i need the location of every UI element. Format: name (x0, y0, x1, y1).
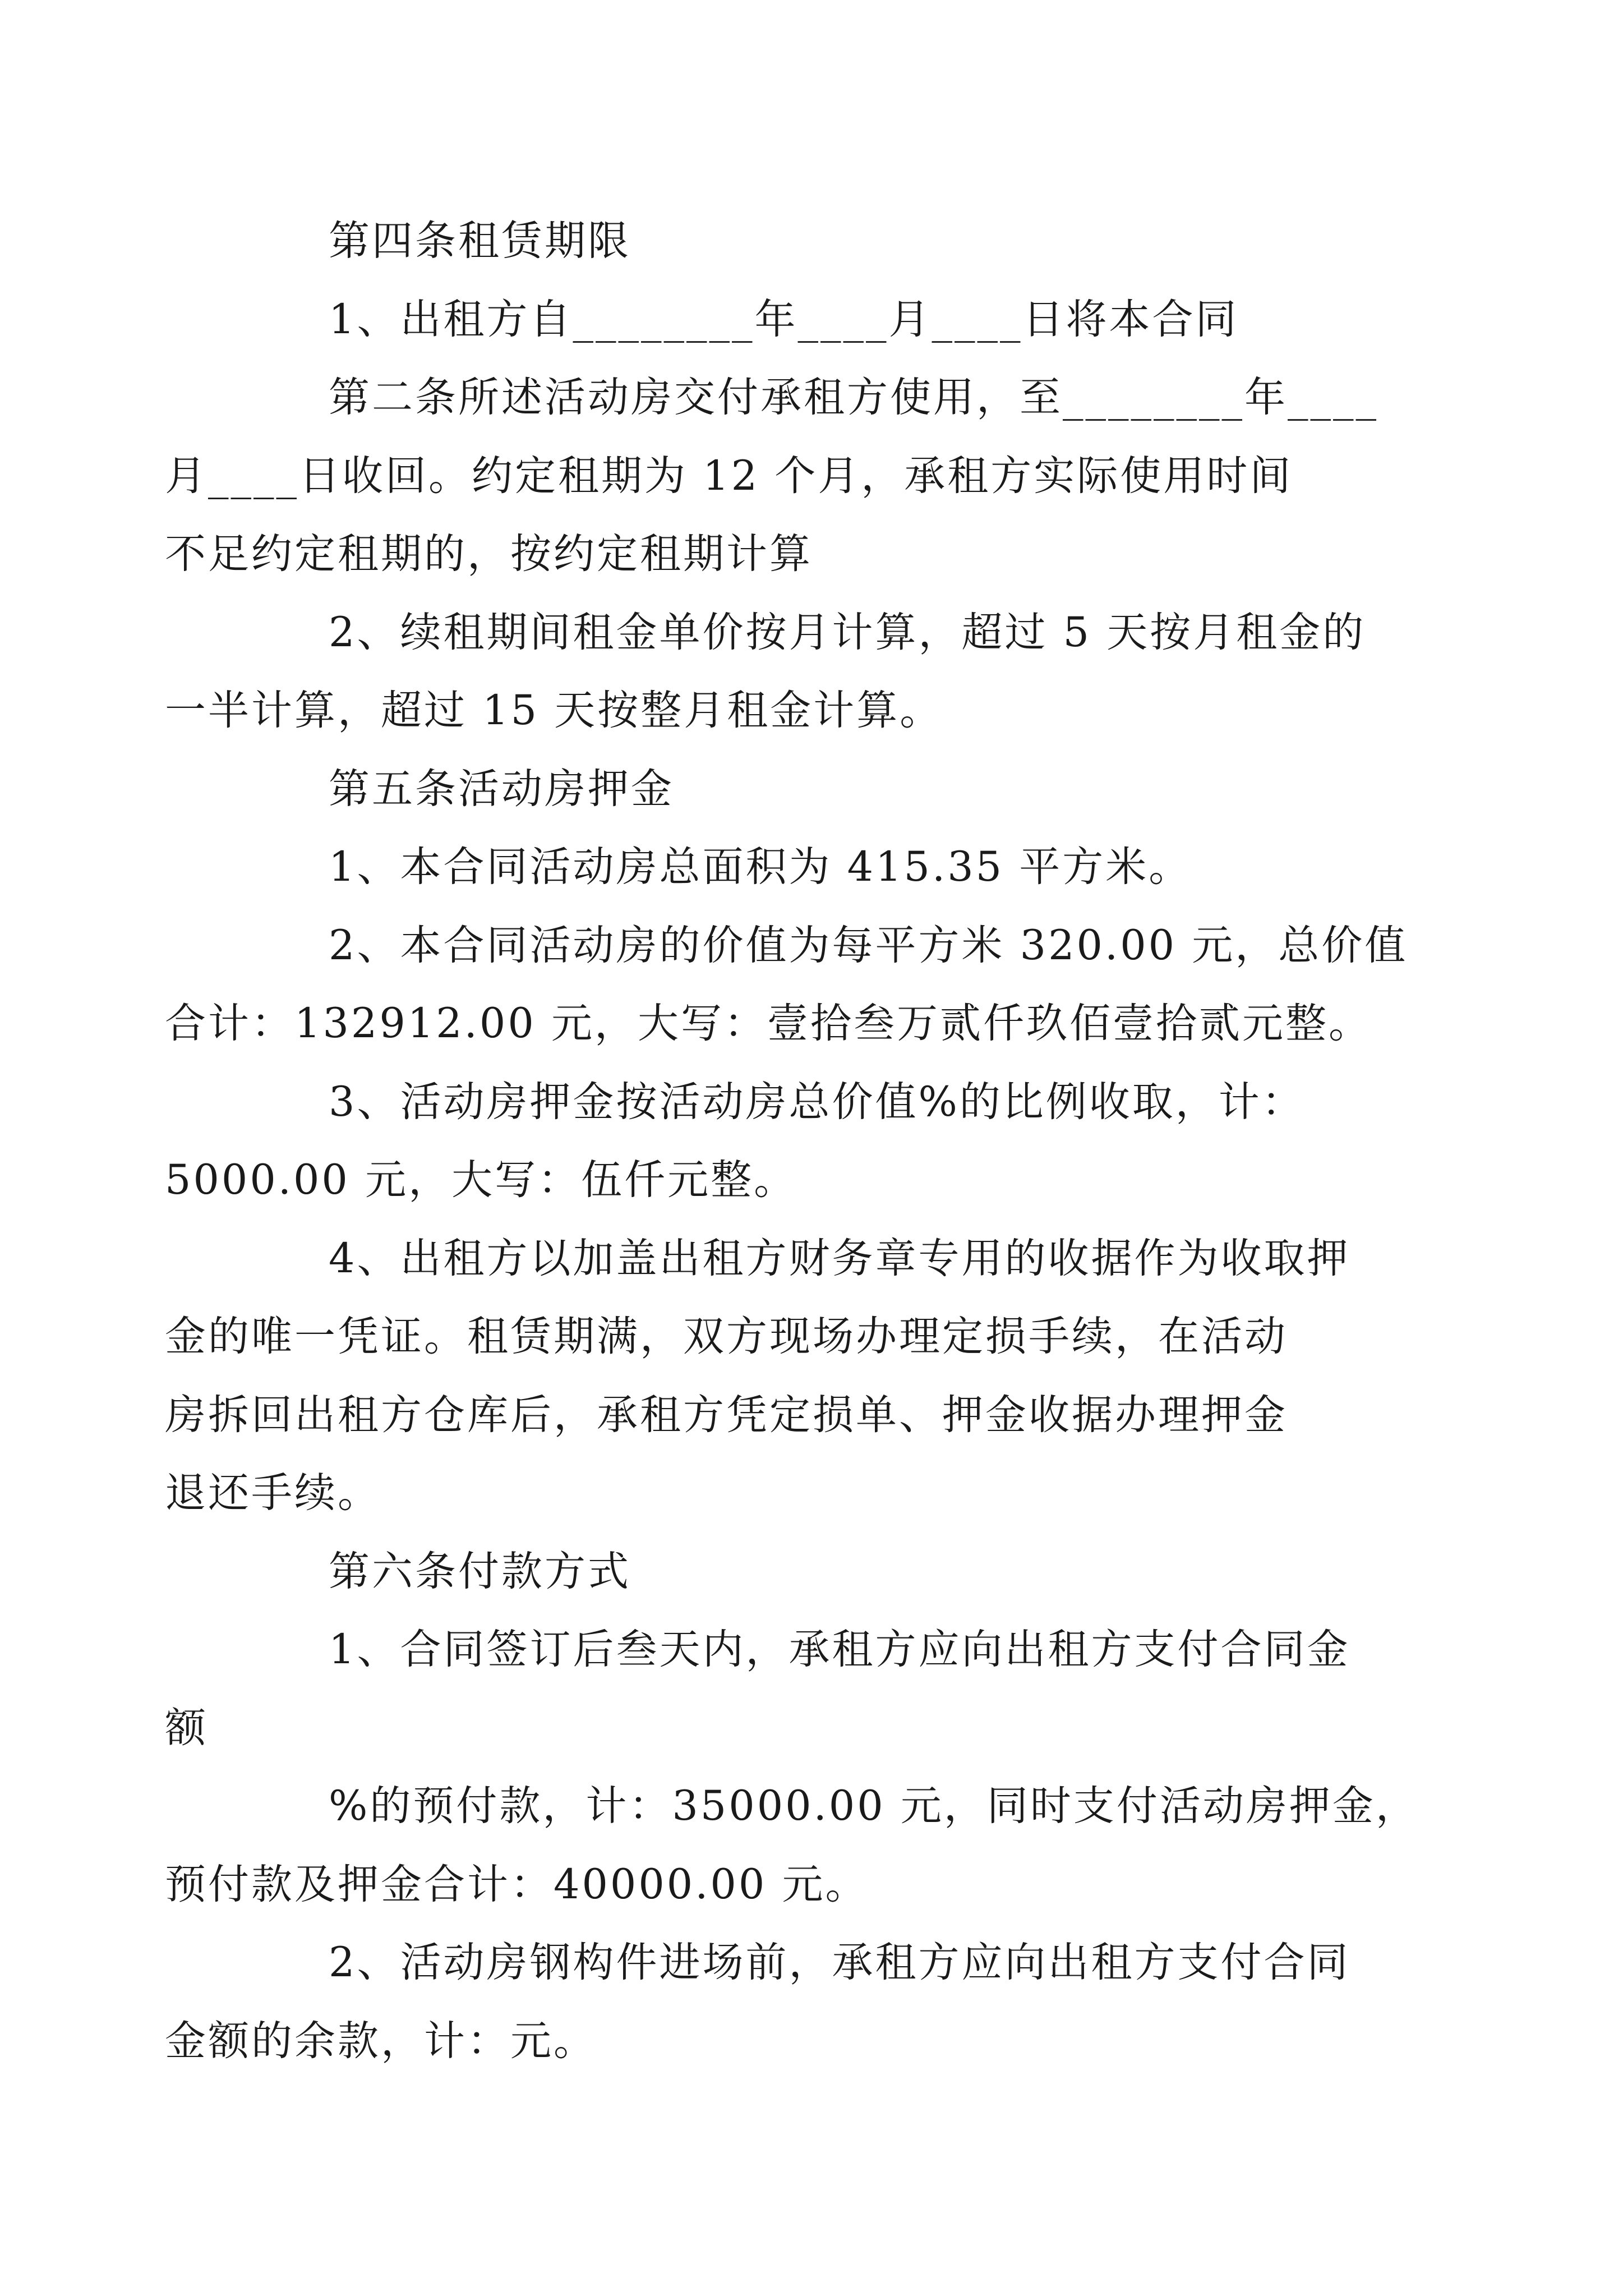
contract-body (165, 202, 1419, 2080)
text-line: 1、合同签订后叁天内，承租方应向出租方支付合同金 (329, 1626, 1350, 1673)
text-line: 预付款及押金合计：40000.00 元。 (165, 1860, 869, 1908)
text-line: 5000.00 元，大写：伍仟元整。 (165, 1156, 797, 1204)
section-6-heading (247, 1533, 1413, 1611)
section-4-clause-2 (165, 593, 1413, 750)
section-6-clause-1 (165, 1611, 1413, 1767)
text-line: 4、出租方以加盖出租方财务章专用的收据作为收取押 (329, 1234, 1350, 1282)
text-line: 房拆回出租方仓库后，承租方凭定损单、押金收据办理押金 (165, 1391, 1288, 1439)
section-5-heading (247, 750, 1413, 829)
text-line: 合计：132912.00 元，大写：壹拾叁万贰仟玖佰壹拾贰元整。 (165, 1000, 1372, 1047)
text-line: 第六条付款方式 (329, 1547, 631, 1595)
section-5-clause-4 (165, 1220, 1413, 1533)
text-line: 月____日收回。约定租期为 12 个月，承租方实际使用时间 (165, 452, 1293, 500)
section-5-clause-1 (247, 828, 1413, 907)
text-line: 第五条活动房押金 (329, 765, 674, 813)
text-line: 不足约定租期的，按约定租期计算 (165, 530, 813, 578)
section-5-clause-3 (165, 1063, 1413, 1220)
text-line: 金的唯一凭证。租赁期满，双方现场办理定损手续，在活动 (165, 1313, 1288, 1360)
text-line: 1、出租方自________年____月____日将本合同 (329, 295, 1239, 343)
section-4-clause-1-continued (165, 358, 1413, 593)
text-line: 2、本合同活动房的价值为每平方米 320.00 元，总价值 (329, 921, 1408, 969)
text-line: 第四条租赁期限 (329, 217, 631, 265)
text-line: 1、本合同活动房总面积为 415.35 平方米。 (329, 843, 1192, 891)
section-6-clause-1-continued (165, 1767, 1419, 1924)
text-line: 3、活动房押金按活动房总价值%的比例收取，计： (329, 1078, 1305, 1126)
text-line: 额 (165, 1704, 208, 1752)
text-line: 一半计算，超过 15 天按整月租金计算。 (165, 687, 943, 734)
text-line: 2、活动房钢构件进场前，承租方应向出租方支付合同 (329, 1939, 1350, 1986)
text-line: %的预付款，计：35000.00 元，同时支付活动房押金， (329, 1782, 1419, 1830)
section-4-heading (247, 202, 1413, 280)
text-line: 2、续租期间租金单价按月计算，超过 5 天按月租金的 (329, 608, 1366, 656)
section-4-clause-1 (247, 280, 1413, 359)
section-6-clause-2 (165, 1924, 1413, 2080)
section-5-clause-2 (165, 907, 1413, 1063)
text-line: 退还手续。 (165, 1469, 381, 1517)
text-line: 第二条所述活动房交付承租方使用，至________年____ (329, 374, 1378, 421)
text-line: 金额的余款，计：元。 (165, 2017, 597, 2065)
